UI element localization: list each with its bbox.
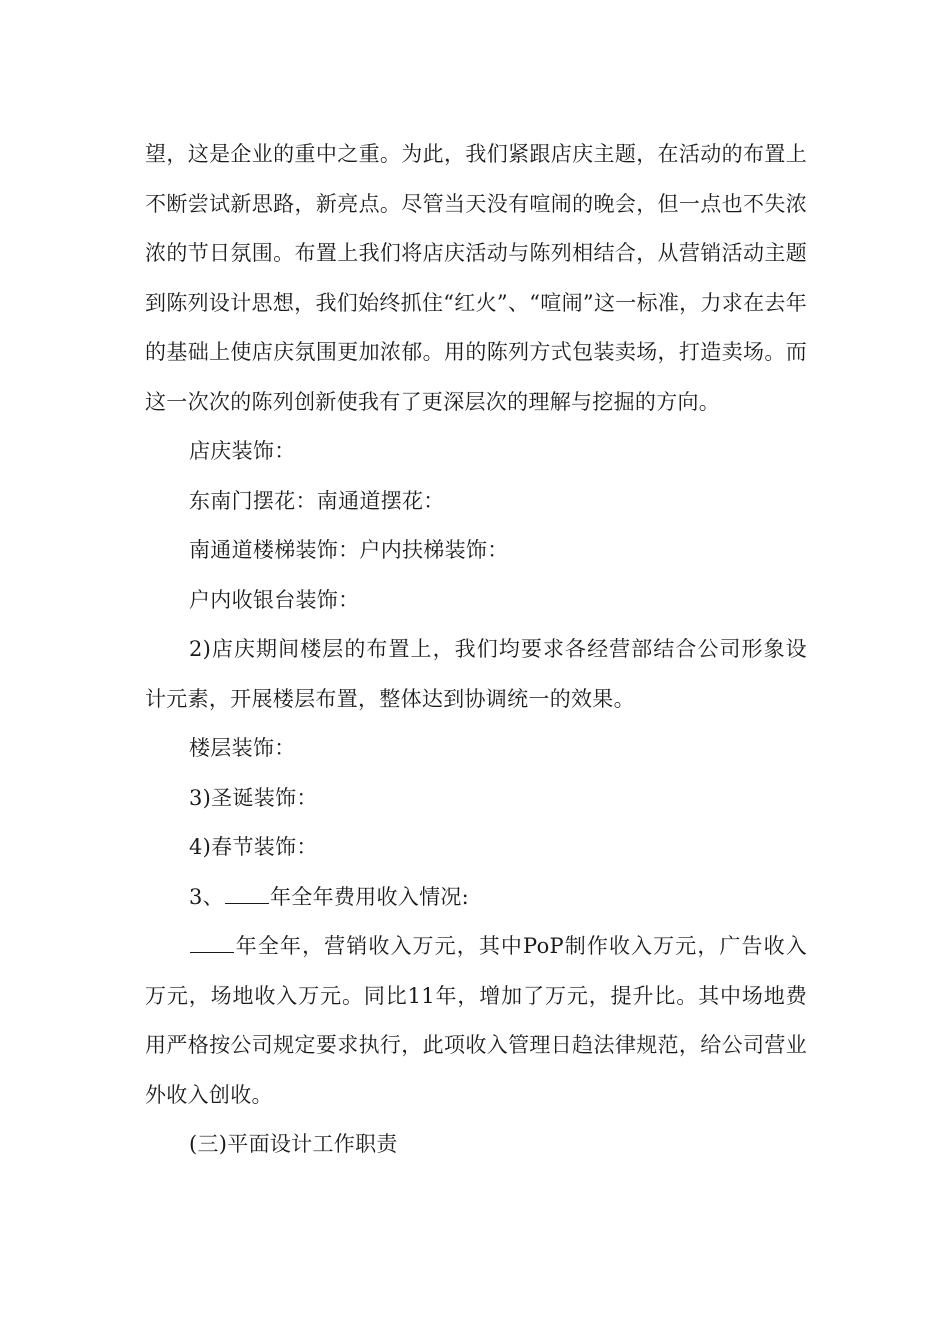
- document-body: [145, 130, 807, 1170]
- income-details-text: 年全年，营销收入万元，其中PoP制作收入万元，广告收入万元，场地收入万元。同比11年，增加了万元，提升比。其中场地费用严格按公司规定要求执行，此项收入管理日趋法律规范，给公司营业外收入创收。: [145, 934, 807, 1107]
- paragraph-decoration-summary: 望，这是企业的重中之重。为此，我们紧跟店庆主题，在活动的布置上不断尝试新思路，新亮点。尽管当天没有喧闹的晚会，但一点也不失浓浓的节日氛围。布置上我们将店庆活动与陈列相结合，从营销活动主题到陈列设计思想，我们始终抓住“红火”、“喧闹”这一标准，力求在去年的基础上使店庆氛围更加浓郁。用的陈列方式包装卖场，打造卖场。而这一次次的陈列创新使我有了更深层次的理解与挖掘的方向。: [145, 142, 807, 414]
- paragraph-southeast-gate-flowers: 东南门摆花：南通道摆花：: [189, 488, 445, 513]
- income-heading-number: 3、: [189, 884, 224, 909]
- year-blank: [190, 936, 234, 953]
- income-heading-text: 年全年费用收入情况:: [269, 884, 470, 909]
- paragraph-stair-decoration: 南通道楼梯装饰：户内扶梯装饰：: [189, 538, 509, 562]
- paragraph-floor-layout: 2)店庆期间楼层的布置上，我们均要求各经营部结合公司形象设计元素，开展楼层布置，整体达到协调统一的效果。: [145, 637, 807, 711]
- year-blank: [225, 887, 269, 904]
- paragraph-anniversary-decoration: 店庆装饰：: [189, 439, 296, 463]
- paragraph-spring-festival-decoration: 4)春节装饰：: [189, 835, 318, 859]
- paragraph-income-details: [145, 922, 807, 1120]
- paragraph-cashier-decoration: 户内收银台装饰：: [189, 587, 360, 612]
- paragraph-income-heading: [145, 873, 807, 923]
- paragraph-floor-decoration: 楼层装饰：: [189, 736, 296, 760]
- paragraph-christmas-decoration: 3)圣诞装饰：: [189, 785, 318, 810]
- paragraph-graphic-design-duties: (三)平面设计工作职责: [189, 1132, 398, 1156]
